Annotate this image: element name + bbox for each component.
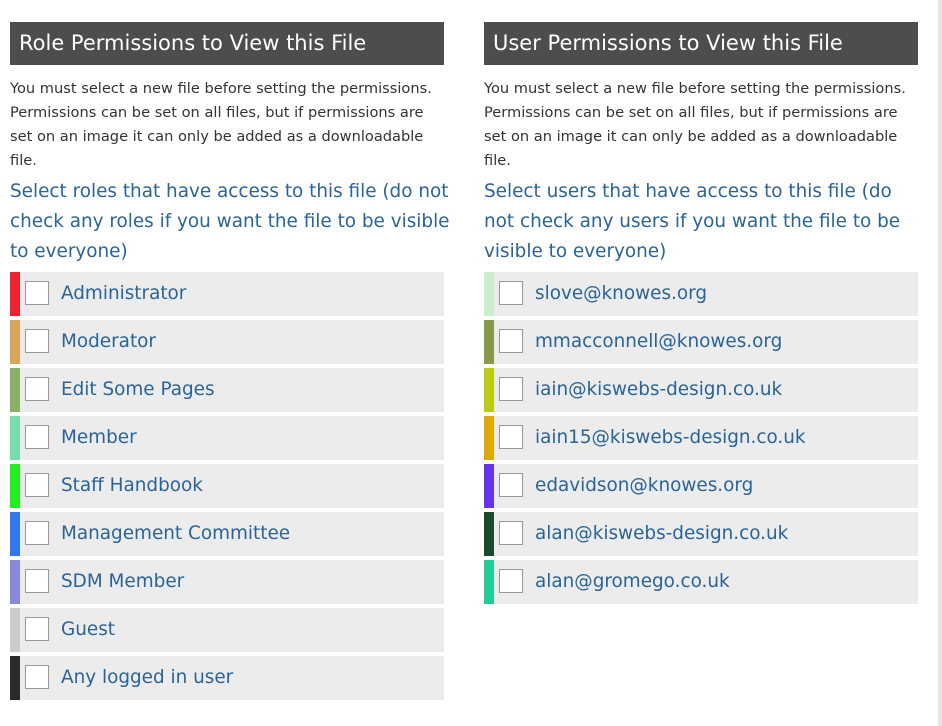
option-label: alan@gromego.co.uk bbox=[535, 571, 730, 592]
option-checkbox[interactable] bbox=[25, 377, 49, 401]
role-option[interactable] bbox=[10, 560, 444, 604]
option-checkbox[interactable] bbox=[25, 473, 49, 497]
role-option[interactable] bbox=[10, 512, 444, 556]
option-label: alan@kiswebs-design.co.uk bbox=[535, 523, 789, 544]
role-permissions-panel bbox=[10, 22, 450, 704]
role-permissions-prompt: Select roles that have access to this file (do not check any roles if you want the file to be visible to everyone) bbox=[10, 181, 450, 262]
option-checkbox[interactable] bbox=[499, 569, 523, 593]
user-option[interactable] bbox=[484, 512, 918, 556]
user-option[interactable] bbox=[484, 416, 918, 460]
user-option[interactable] bbox=[484, 368, 918, 412]
user-option[interactable] bbox=[484, 464, 918, 508]
user-option[interactable] bbox=[484, 320, 918, 364]
user-permissions-notice: You must select a new file before setting the permissions. Permissions can be set on all files, but if permissions are set on an image it can only be added as a downloadable file. bbox=[484, 80, 906, 169]
option-label: edavidson@knowes.org bbox=[535, 475, 754, 496]
role-option[interactable] bbox=[10, 656, 444, 700]
color-swatch bbox=[484, 320, 494, 364]
role-option[interactable] bbox=[10, 368, 444, 412]
color-swatch bbox=[10, 608, 20, 652]
role-option[interactable] bbox=[10, 608, 444, 652]
color-swatch bbox=[10, 416, 20, 460]
option-label: Guest bbox=[61, 619, 116, 640]
option-checkbox[interactable] bbox=[499, 425, 523, 449]
color-swatch bbox=[10, 512, 20, 556]
option-label: iain15@kiswebs-design.co.uk bbox=[535, 427, 806, 448]
option-checkbox[interactable] bbox=[25, 281, 49, 305]
option-checkbox[interactable] bbox=[25, 617, 49, 641]
user-option[interactable] bbox=[484, 560, 918, 604]
option-label: Any logged in user bbox=[61, 667, 234, 688]
color-swatch bbox=[10, 320, 20, 364]
option-checkbox[interactable] bbox=[25, 665, 49, 689]
color-swatch bbox=[484, 512, 494, 556]
color-swatch bbox=[10, 464, 20, 508]
option-label: Management Committee bbox=[61, 523, 291, 544]
option-label: Staff Handbook bbox=[61, 475, 203, 496]
option-label: mmacconnell@knowes.org bbox=[535, 331, 783, 352]
option-label: Administrator bbox=[61, 283, 187, 304]
option-checkbox[interactable] bbox=[499, 329, 523, 353]
option-label: iain@kiswebs-design.co.uk bbox=[535, 379, 783, 400]
role-option[interactable] bbox=[10, 272, 444, 316]
option-checkbox[interactable] bbox=[25, 521, 49, 545]
user-permissions-title: User Permissions to View this File bbox=[484, 22, 918, 65]
option-label: Edit Some Pages bbox=[61, 379, 215, 400]
option-checkbox[interactable] bbox=[499, 377, 523, 401]
option-checkbox[interactable] bbox=[25, 425, 49, 449]
option-checkbox[interactable] bbox=[25, 329, 49, 353]
color-swatch bbox=[484, 464, 494, 508]
option-label: SDM Member bbox=[61, 571, 185, 592]
role-permissions-notice: You must select a new file before setting the permissions. Permissions can be set on all files, but if permissions are set on an image it can only be added as a downloadable file. bbox=[10, 80, 432, 169]
option-checkbox[interactable] bbox=[499, 473, 523, 497]
color-swatch bbox=[10, 560, 20, 604]
color-swatch bbox=[10, 272, 20, 316]
role-option[interactable] bbox=[10, 464, 444, 508]
user-options-list bbox=[484, 272, 918, 604]
color-swatch bbox=[484, 272, 494, 316]
color-swatch bbox=[484, 368, 494, 412]
user-permissions-panel bbox=[484, 22, 918, 608]
user-permissions-prompt: Select users that have access to this file (do not check any users if you want the file to be visible to everyone) bbox=[484, 181, 901, 262]
option-checkbox[interactable] bbox=[499, 521, 523, 545]
option-label: Moderator bbox=[61, 331, 156, 352]
user-option[interactable] bbox=[484, 272, 918, 316]
role-option[interactable] bbox=[10, 416, 444, 460]
option-checkbox[interactable] bbox=[499, 281, 523, 305]
color-swatch bbox=[484, 560, 494, 604]
color-swatch bbox=[10, 656, 20, 700]
option-label: slove@knowes.org bbox=[535, 283, 708, 304]
role-option[interactable] bbox=[10, 320, 444, 364]
color-swatch bbox=[484, 416, 494, 460]
option-label: Member bbox=[61, 427, 137, 448]
color-swatch bbox=[10, 368, 20, 412]
role-permissions-title: Role Permissions to View this File bbox=[10, 22, 444, 65]
role-options-list bbox=[10, 272, 444, 700]
scrollbar-track[interactable] bbox=[938, 0, 942, 726]
option-checkbox[interactable] bbox=[25, 569, 49, 593]
